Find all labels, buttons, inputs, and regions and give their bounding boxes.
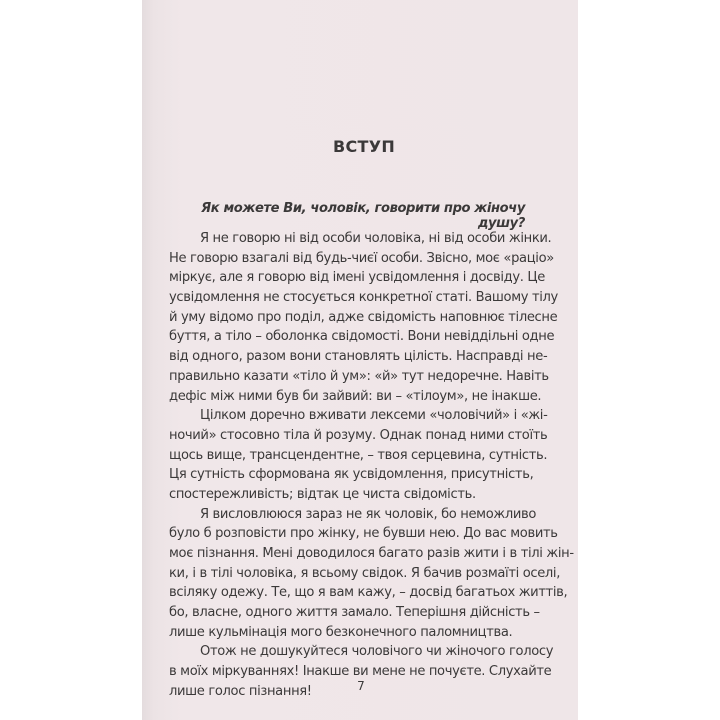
paragraph-2	[169, 406, 548, 504]
text-line: Я не говорю ні від особи чоловіка, ні від особи жінки.	[200, 231, 552, 246]
text-line: Ця сутність сформована як усвідомлення, присутність,	[169, 467, 534, 483]
chapter-epigraph-question: Як можете Ви, чоловік, говорити про жіночу душу?	[201, 201, 525, 231]
text-line: міркує, але я говорю від імені усвідомлення і досвіду. Це	[169, 270, 545, 286]
text-line: правильно казати «тіло й ум»: «й» тут недоречне. Навіть	[169, 368, 549, 384]
text-line: Цілком доречно вживати лексеми «чоловічий» і «жі-	[200, 408, 548, 424]
text-line: бо, власне, одного життя замало. Теперішня дійсність –	[169, 605, 540, 621]
text-line: було б розповісти про жінку, не бувши нею. До вас мовить	[169, 526, 558, 542]
paragraph-1	[169, 229, 558, 406]
text-line: Я висловлююся зараз не як чоловік, бо неможливо	[200, 506, 537, 522]
text-line: всіляку одежу. Те, що я вам кажу, – досвід багатьох життів,	[169, 585, 568, 601]
text-line: Отож не дошукуйтеся чоловічого чи жіночого голосу	[200, 644, 554, 660]
text-line: лише кульмінація мого безконечного паломництва.	[169, 624, 513, 640]
text-line: щось вище, трансцендентне, – твоя серцевина, сутність.	[169, 447, 548, 463]
page-number: 7	[357, 679, 365, 693]
text-line: буття, а тіло – оболонка свідомості. Вони невіддільні одне	[169, 329, 555, 345]
body-text	[169, 229, 574, 702]
text-line: від одного, разом вони становлять цілість. Насправді не-	[169, 349, 548, 365]
text-line: дефіс між ними був би зайвий: ви – «тілоум», не інакше.	[169, 388, 542, 404]
text-line: в моїх міркуваннях! Інакше ви мене не почуєте. Слухайте	[169, 664, 552, 680]
text-line: лише голос пізнання!	[169, 683, 312, 699]
text-line: спостережливість; відтак це чиста свідомість.	[169, 486, 476, 502]
chapter-heading: ВСТУП	[332, 137, 396, 156]
text-line: Не говорю взагалі від будь-чиєї особи. Звісно, моє «раціо»	[169, 250, 554, 266]
book-page	[142, 0, 578, 720]
text-line: й уму відомо про поділ, адже свідомість наповнює тілесне	[169, 309, 558, 325]
text-line: ночий» стосовно тіла й розуму. Однак понад ними стоїть	[169, 427, 548, 443]
paragraph-3	[169, 505, 574, 643]
text-line: усвідомлення не стосується конкретної статі. Вашому тілу	[169, 290, 558, 306]
text-line: моє пізнання. Мені доводилося багато разів жити і в тілі жін-	[169, 546, 574, 561]
text-line: ки, і в тілі чоловіка, я всьому свідок. Я бачив розмаїті оселі,	[169, 565, 561, 581]
